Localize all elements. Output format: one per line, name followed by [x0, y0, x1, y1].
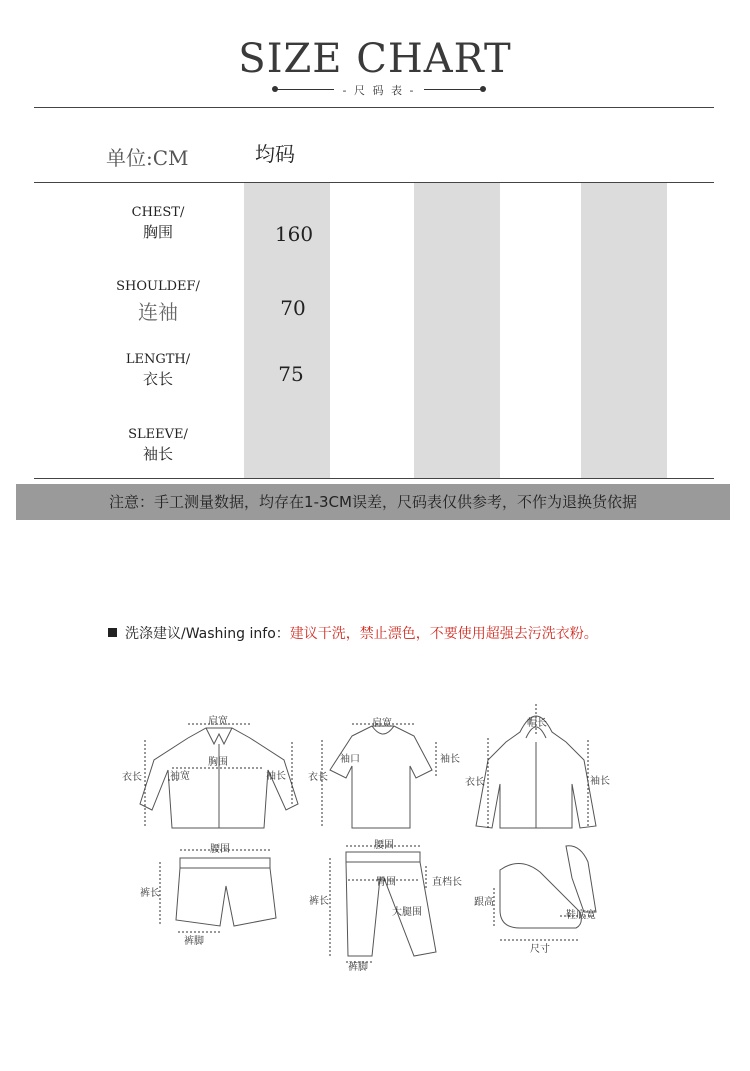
diagram-label: 胸围	[208, 757, 228, 768]
row-value: 75	[278, 362, 304, 386]
row-label-cn: 胸围	[142, 223, 173, 241]
row-label-en: SHOULDEF/	[116, 279, 200, 294]
diagram-label: 袖宽	[170, 771, 190, 782]
diagram-label: 衣长	[122, 772, 142, 783]
shorts-illustration	[176, 858, 276, 926]
diagram-label: 腰围	[210, 844, 230, 855]
diagram-label: 腰围	[374, 840, 394, 851]
row-label-en: SLEEVE/	[128, 427, 188, 442]
diagram-label: 帽长	[527, 718, 547, 729]
row-label-cn: 连袖	[138, 300, 178, 324]
diagram-label: 裤长	[140, 888, 160, 899]
row-value: 70	[280, 296, 306, 320]
row-label-en: LENGTH/	[125, 352, 191, 367]
washing-advice: 建议干洗，禁止漂色，不要使用超强去污洗衣粉。	[289, 626, 598, 642]
diagram-label: 大腿围	[392, 907, 422, 918]
diagram-label: 肩宽	[208, 716, 228, 727]
diagram-label: 跟高	[474, 897, 494, 908]
diagram-label: 衣长	[308, 772, 328, 783]
washing-label: 洗涤建议/Washing info：	[125, 626, 290, 642]
tshirt-illustration	[330, 726, 432, 828]
diagram-label: 裤脚	[184, 936, 204, 947]
page-subtitle: - 尺 码 表 -	[342, 84, 416, 97]
row-label-cn: 袖长	[142, 445, 173, 463]
diagram-label: 袖长	[440, 754, 460, 765]
diagram-label: 肩宽	[372, 718, 392, 729]
page-title: SIZE CHART	[238, 36, 512, 82]
diagram-label: 袖长	[266, 771, 286, 782]
row-label-cn: 衣长	[142, 370, 173, 388]
diagram-label: 裤长	[309, 896, 329, 907]
diagram-label: 袖长	[590, 776, 610, 787]
row-value: 160	[274, 222, 314, 246]
diagram-label: 裤脚	[348, 962, 368, 973]
size-column-header: 均码	[255, 142, 295, 166]
diagram-label: 鞋底宽	[566, 910, 596, 921]
diagram-label: 衣长	[465, 777, 485, 788]
diagram-label: 尺寸	[530, 944, 550, 955]
note-text: 注意：手工测量数据，均存在1-3CM误差，尺码表仅供参考，不作为退换货依据	[109, 493, 637, 511]
unit-label: 单位:CM	[106, 146, 189, 170]
diagram-label: 袖口	[340, 754, 360, 765]
diagram-label: 臀围	[376, 877, 396, 888]
pants-illustration	[346, 852, 436, 956]
row-label-en: CHEST/	[131, 205, 185, 220]
diagram-label: 直档长	[432, 877, 462, 888]
